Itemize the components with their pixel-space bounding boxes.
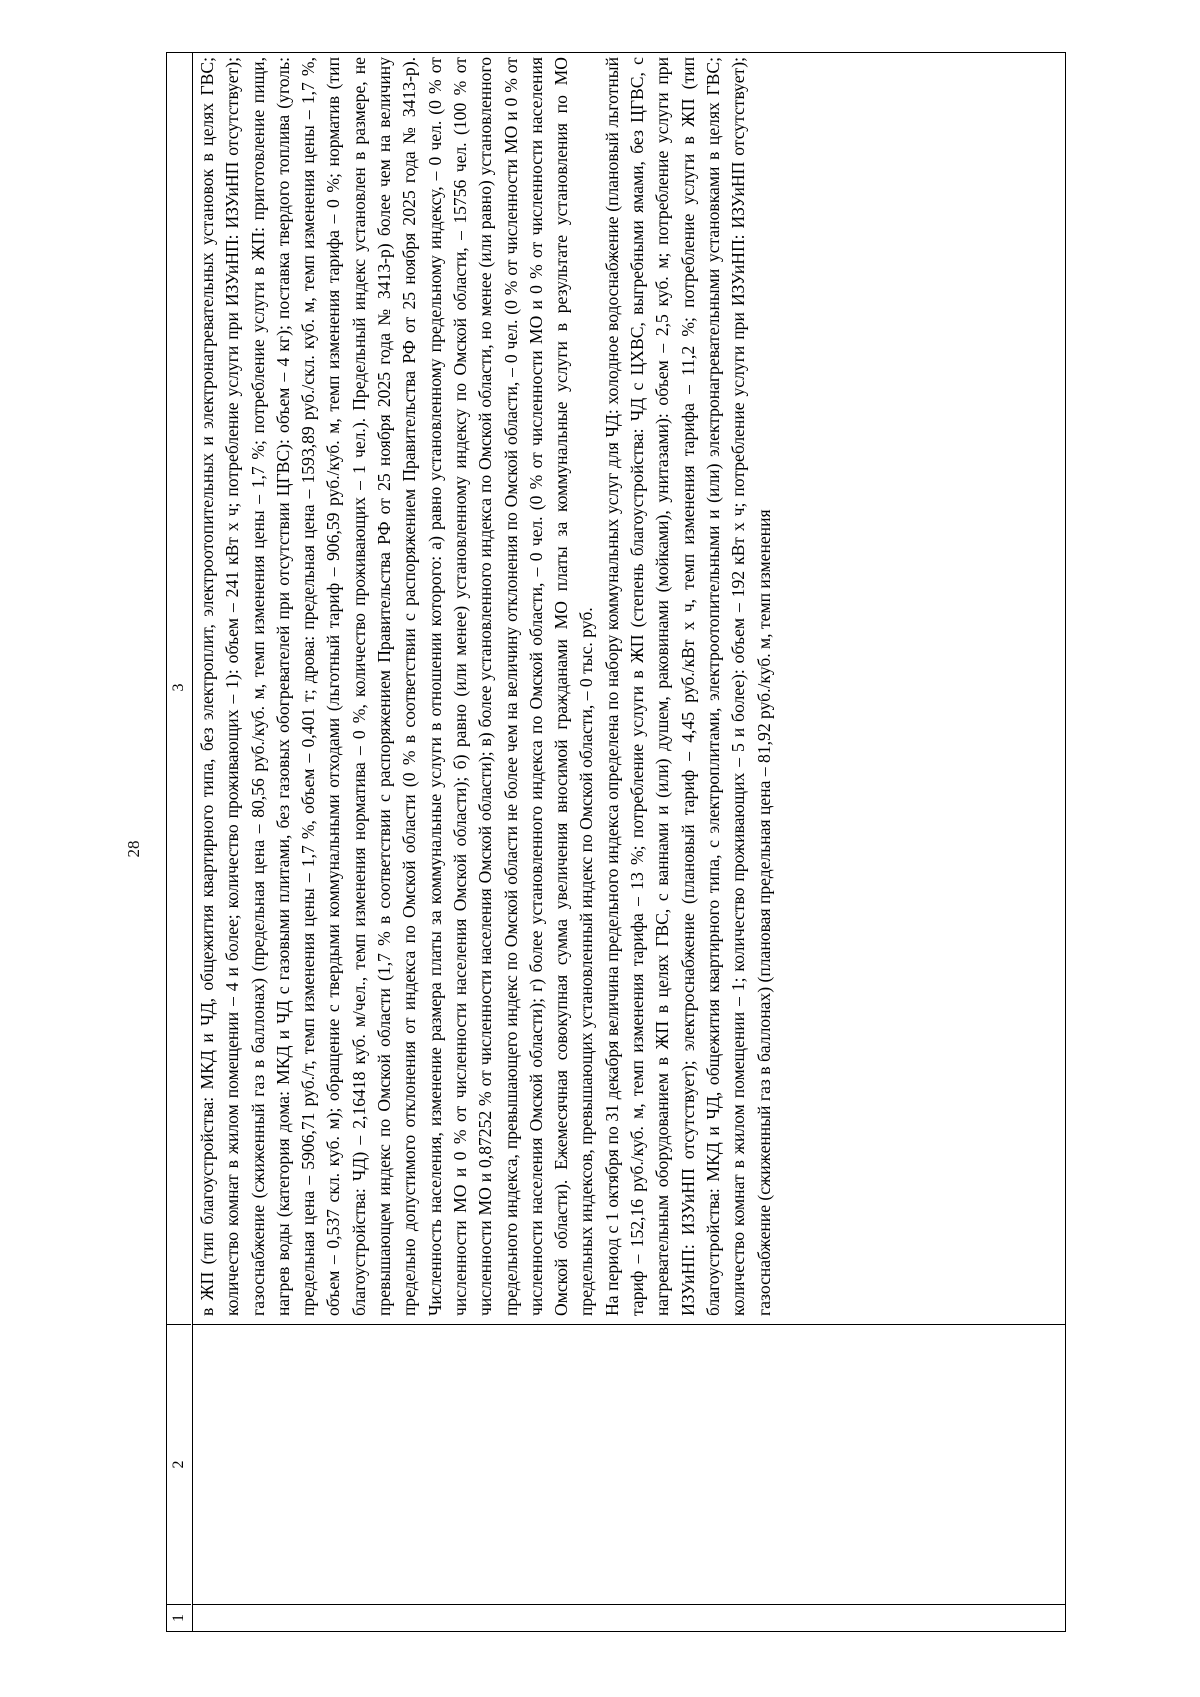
table-header-row [167, 52, 193, 1631]
tariff-table [166, 52, 1066, 1632]
page-number: 28 [124, 840, 143, 858]
table-row [193, 52, 1065, 1631]
header-cell-col2: 2 [167, 1324, 191, 1604]
table-container [166, 52, 1066, 1632]
paragraph-first: в ЖП (тип благоустройства: МКД и ЧД, общежития квартирного типа, без электроплит, электроотопительных и электронагревательных установок в целях ГВС; количество комнат в жилом помещении – 4 и более; количество проживающих – 1): объем – 241 кВт х ч; потребление услуги при ИЗУиНП: ИЗУиНП отсутствует); газоснабжение (сжиженный газ в баллонах) (предельная цена – 80,56 руб./куб. м, темп изменения цены – 1,7 %; потребление услуги в ЖП: приготовление пищи, нагрев воды (категория дома: МКД и ЧД с газовыми плитами, без газовых обогревателей при отсутствии ЦГВС): объем – 4 кг); поставка твердого топлива (уголь: предельная цена – 5906,71 руб./т, темп изменения цены – 1,7 %, объем – 0,401 т; дрова: предельная цена – 1593,89 руб./скл. куб. м, темп изменения цены – 1,7 %, объем – 0,537 скл. куб. м); обращение с твердыми коммунальными отходами (льготный тариф – 906,59 руб./куб. м, темп изменения тарифа – 0 %; норматив (тип благоустройства: ЧД) – 2,16418 куб. м/чел., темп изменения норматива – 0 %, количество проживающих – 1 чел.). Предельный индекс установлен в размере, не превышающем индекс по Омской области (1,7 % в соответствии с распоряжением Правительства РФ от 25 ноября 2025 года № 3413-р) более чем на величину предельно допустимого отклонения от индекса по Омской области (0 % в соответствии с распоряжением Правительства РФ от 25 ноября 2025 года № 3413-р). Численность населения, изменение размера платы за коммунальные услуги в отношении которого: а) равно установленному предельному индексу, – 0 чел. (0 % от численности МО и 0 % от численности населения Омской области); б) равно (или менее) установленному индексу по Омской области, – 15756 чел. (100 % от численности МО и 0,87252 % от численности населения Омской области); в) более установленного индекса по Омской области, но менее (или равно) установленного предельного индекса, превышающего индекс по Омской области не более чем на величину отклонения по Омской области, – 0 чел. (0 % от численности МО и 0 % от численности населения Омской области); г) более установленного индекса по Омской области, – 0 чел. (0 % от численности МО и 0 % от численности населения Омской области). Ежемесячная совокупная сумма увеличения вносимой гражданами МО платы за коммунальные услуги в результате установления по МО предельных индексов, превышающих установленный индекс по Омской области, – 0 тыс. руб. [197, 57, 597, 1316]
header-cell-col3: 3 [170, 683, 187, 692]
body-cell-col3 [193, 52, 1065, 1324]
header-cell-col1: 1 [167, 1604, 191, 1631]
body-cell-col2 [193, 1324, 1065, 1604]
paragraph-second: На период с 1 октября по 31 декабря величина предельного индекса определена по набору коммунальных услуг для ЧД: холодное водоснабжение (плановый льготный тариф – 152,16 руб./куб. м, темп изменения тарифа – 13 %; потребление услуги в ЖП (степень благоустройства: ЧД с ЦХВС, выгребными ямами, без ЦГВС, с нагревательным оборудованием в ЖП в целях ГВС, с ваннами и (или) душем, раковинами (мойками), унитазами): объем – 2,5 куб. м; потребление услуги при ИЗУиНП: ИЗУиНП отсутствует); электроснабжение (плановый тариф – 4,45 руб./кВт х ч, темп изменения тарифа – 11,2 %; потребление услуги в ЖП (тип благоустройства: МКД и ЧД, общежития квартирного типа, с электроплитами, электроотопительными и (или) электронагревательными установками в целях ГВС; количество комнат в жилом помещении – 1; количество проживающих – 5 и более): объем – 192 кВт х ч; потребление услуги при ИЗУиНП: ИЗУиНП отсутствует); газоснабжение (сжиженный газ в баллонах) (плановая предельная цена – 81,92 руб./куб. м, темп изменения [601, 57, 774, 1316]
body-cell-col1 [193, 1604, 1065, 1631]
